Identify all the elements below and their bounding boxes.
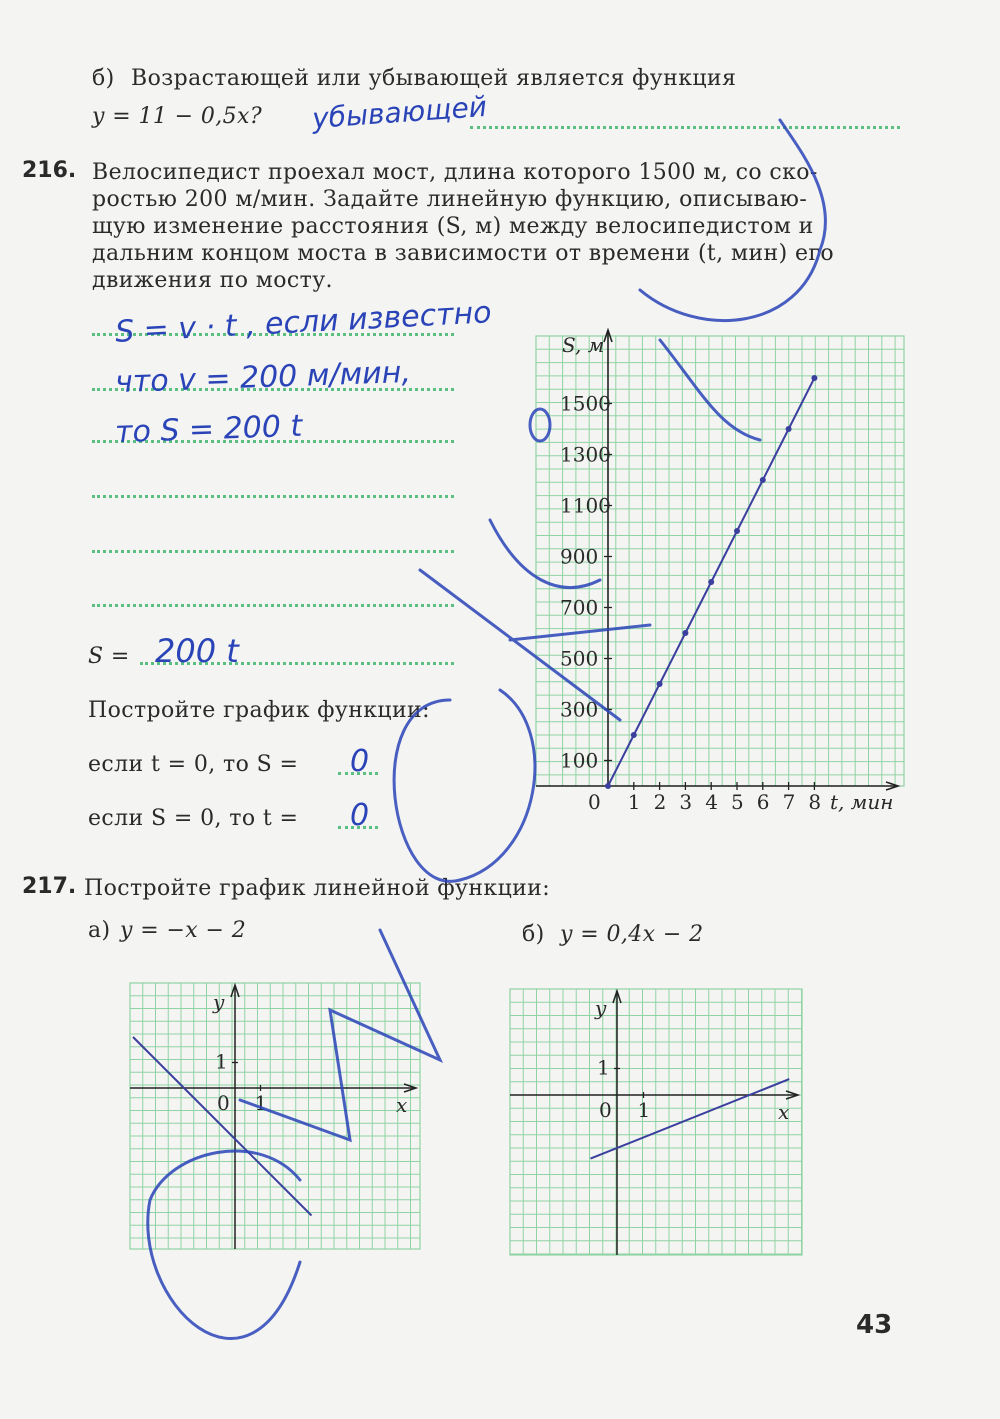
q216-line-3: щую изменение расстояния (S, м) между велосипедистом и bbox=[92, 214, 814, 239]
q217a-formula: y = −x − 2 bbox=[120, 918, 247, 943]
x-axis-label: x bbox=[396, 1093, 408, 1117]
q217b-label: б) bbox=[522, 922, 545, 947]
scribble-stroke-3 bbox=[490, 520, 600, 588]
q216-line-5: движения по мосту. bbox=[92, 268, 333, 293]
hand-line-2: что v = 200 м/мин, bbox=[114, 354, 412, 401]
page-number: 43 bbox=[856, 1310, 893, 1340]
x-tick-label: 4 bbox=[705, 790, 718, 814]
s-answer: 200 t bbox=[155, 632, 239, 670]
hand-line-3: то S = 200 t bbox=[114, 408, 303, 451]
q216-line-1: Велосипедист проехал мост, длина которого 1500 м, со ско- bbox=[92, 160, 818, 185]
q215b-question: Возрастающей или убывающей является функция bbox=[131, 66, 737, 91]
x-tick-label: 3 bbox=[679, 790, 693, 814]
s-label: S = bbox=[88, 644, 130, 669]
scribble-stroke-2 bbox=[510, 625, 650, 640]
origin-label: 0 bbox=[217, 1091, 230, 1115]
scribble-circle bbox=[394, 690, 535, 881]
y-tick-label: 900 bbox=[560, 544, 599, 569]
x-tick-label: 1 bbox=[627, 790, 641, 814]
q216-line-2: ростью 200 м/мин. Задайте линейную функцию, описываю- bbox=[92, 187, 808, 212]
y-tick-label: 1 bbox=[597, 1055, 610, 1080]
scribble-stroke-1 bbox=[420, 570, 620, 720]
q216-line-4: дальним концом моста в зависимости от времени (t, мин) его bbox=[92, 241, 834, 266]
condition-1: если t = 0, то S = bbox=[88, 752, 299, 777]
condition-1-answer: 0 bbox=[350, 744, 370, 779]
x-tick-label: 2 bbox=[653, 790, 667, 814]
hand-line-1: S = v · t , если известно bbox=[114, 295, 493, 350]
x-axis-label: t, мин bbox=[830, 790, 894, 814]
x-axis-label: x bbox=[778, 1100, 790, 1124]
q216-number: 216. bbox=[22, 158, 77, 183]
y-axis-label: S, м bbox=[562, 333, 605, 357]
y-tick-label: 1100 bbox=[560, 493, 611, 518]
q217-prompt: Постройте график линейной функции: bbox=[84, 876, 551, 901]
y-tick-label: 100 bbox=[560, 748, 599, 773]
build-prompt: Постройте график функции: bbox=[88, 698, 430, 723]
q215b-formula: y = 11 − 0,5x? bbox=[92, 104, 263, 129]
x-tick-label: 1 bbox=[637, 1098, 651, 1122]
x-tick-label: 6 bbox=[756, 790, 770, 814]
scribble-big-curve bbox=[640, 120, 825, 321]
scribble-o bbox=[530, 409, 550, 441]
y-axis-label: y bbox=[595, 996, 607, 1020]
q217a-label: а) bbox=[88, 918, 111, 943]
y-tick-label: 500 bbox=[560, 646, 599, 671]
scribble-loop-bottom bbox=[148, 1151, 300, 1338]
y-tick-label: 1300 bbox=[560, 442, 611, 467]
y-tick-label: 300 bbox=[560, 697, 599, 722]
condition-2-answer: 0 bbox=[350, 798, 370, 833]
condition-2: если S = 0, то t = bbox=[88, 806, 299, 831]
q215b-label: б) bbox=[92, 66, 115, 91]
x-tick-label: 8 bbox=[808, 790, 822, 814]
y-axis-label: y bbox=[213, 990, 225, 1014]
scribble-zigzag bbox=[240, 930, 440, 1140]
x-tick-label: 5 bbox=[731, 790, 744, 814]
origin-label: 0 bbox=[599, 1098, 612, 1122]
x-tick-label: 7 bbox=[782, 790, 796, 814]
q215b-answer: убывающей bbox=[311, 89, 488, 136]
y-tick-label: 700 bbox=[560, 595, 599, 620]
origin-label: 0 bbox=[588, 790, 601, 814]
x-tick-label: 1 bbox=[254, 1091, 268, 1115]
scribble-hook bbox=[660, 340, 760, 440]
y-tick-label: 1 bbox=[215, 1049, 228, 1074]
y-tick-label: 1500 bbox=[560, 391, 611, 416]
q217b-formula: y = 0,4x − 2 bbox=[560, 922, 704, 947]
q217-number: 217. bbox=[22, 874, 77, 899]
